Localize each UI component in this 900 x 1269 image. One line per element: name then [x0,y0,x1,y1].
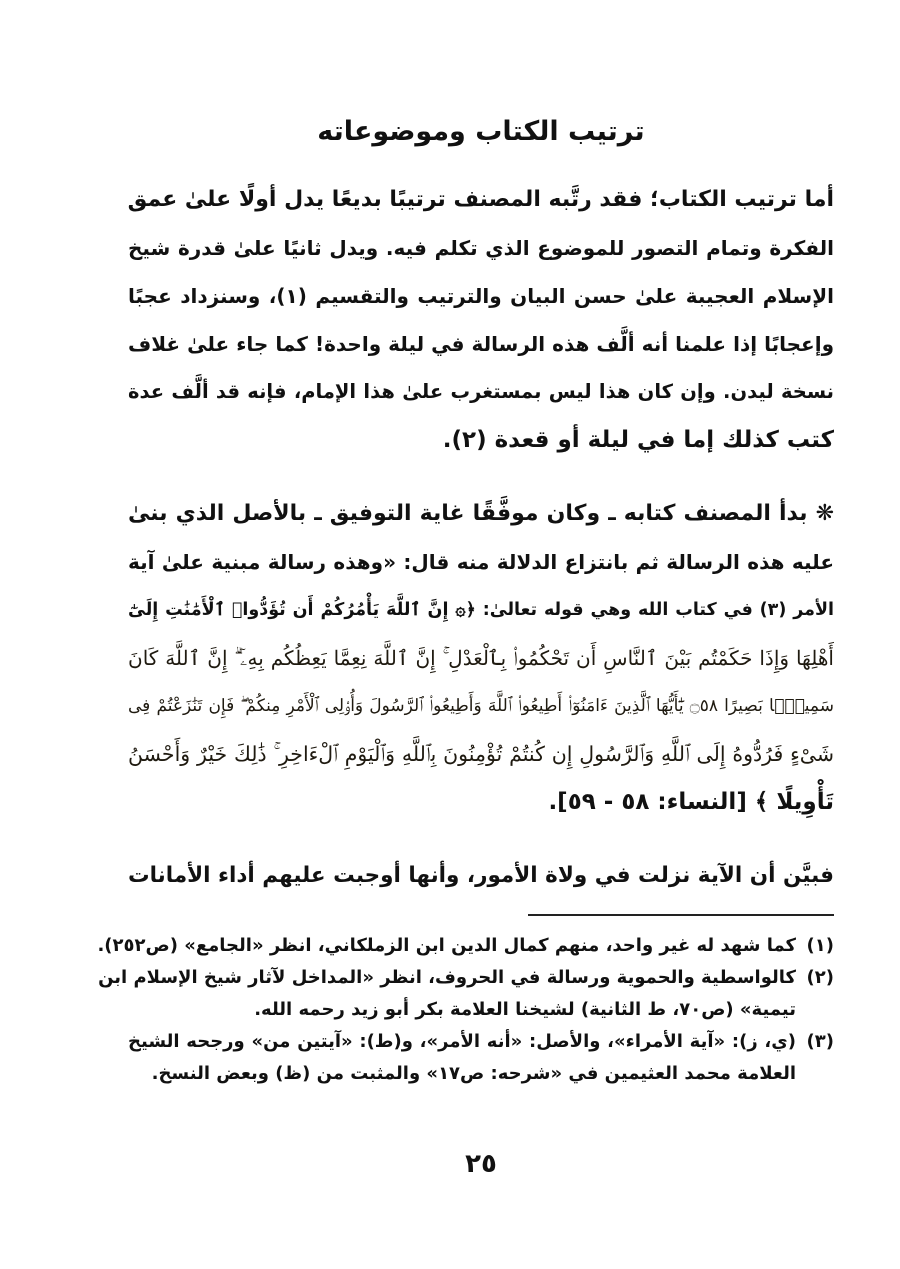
quran-verse-line: سَمِيعًۢا بَصِيرًا ۝٥٨ يَٰٓأَيُّهَا ٱلَّذِينَ ءَامَنُوٓا۟ أَطِيعُوا۟ ٱللَّهَ وَأَطِيعُوا۟ ٱلرَّسُولَ وَأُو۟لِى ٱلْأَمْرِ مِنكُمْ ۖ فَإِن تَنَٰزَعْتُمْ فِى [128,696,834,716]
text-line: الإسلام العجيبة علىٰ حسن البيان والترتيب والتقسيم (١)، وسنزداد عجبًا [128,284,834,308]
section-title: ترتيب الكتاب وموضوعاته [317,116,645,147]
paragraph-opening [128,490,834,826]
text-line: نسخة ليدن. وإن كان هذا ليس بمستغرب علىٰ هذا الإمام، فإنه قد ألَّف عدة [128,380,834,403]
footnote-number: (١) [806,935,834,956]
footnote-line: كما شهد له غير واحد، منهم كمال الدين ابن الزملكاني، انظر «الجامع» (ص٢٥٢). [97,935,796,956]
footnote-2 [98,962,834,1026]
main-text [128,176,834,900]
footnote-divider [528,914,834,916]
text-line: عليه هذه الرسالة ثم بانتزاع الدلالة منه قال: «وهذه رسالة مبنية علىٰ آية [128,550,834,574]
text-line: كتب كذلك إما في ليلة أو قعدة (٢). [442,427,834,453]
text-line: وإعجابًا إذا علمنا أنه ألَّف هذه الرسالة في ليلة واحدة! كما جاء علىٰ غلاف [128,332,834,356]
quran-verse-line: شَىْءٍ فَرُدُّوهُ إِلَى ٱللَّهِ وَٱلرَّسُولِ إِن كُنتُمْ تُؤْمِنُونَ بِٱللَّهِ وَٱلْيَوْمِ ٱلْءَاخِرِ ۚ ذَٰلِكَ خَيْرٌ وَأَحْسَنُ [128,742,834,766]
paragraph-explanation [128,852,834,900]
text-line: فبيَّن أن الآية نزلت في ولاة الأمور، وأنها أوجبت عليهم أداء الأمانات [128,863,834,888]
footnote-number: (٣) [806,1031,834,1052]
footnote-line: العلامة محمد العثيمين في «شرحه: ص١٧» والمثبت من (ظ) وبعض النسخ. [151,1063,796,1084]
footnote-line: تيمية» (ص٧٠، ط الثانية) لشيخنا العلامة بكر أبو زيد رحمه الله. [254,999,796,1020]
footnotes [97,930,834,1090]
paragraph-arrangement [128,176,834,464]
footnote-line: كالواسطية والحموية ورسالة في الحروف، انظر «المداخل لآثار شيخ الإسلام ابن [98,967,796,988]
footnote-3 [128,1026,834,1090]
text-line: تَأْوِيلًا ﴾ [النساء: ٥٨ - ٥٩]. [548,789,834,815]
page-number: ٢٥ [465,1149,497,1179]
quran-verse-line: أَهْلِهَا وَإِذَا حَكَمْتُم بَيْنَ ٱلنَّاسِ أَن تَحْكُمُوا۟ بِٱلْعَدْلِ ۚ إِنَّ ٱللَّهَ نِعِمَّا يَعِظُكُم بِهِۦٓ ۗ إِنَّ ٱللَّهَ كَانَ [128,646,834,670]
text-line: أما ترتيب الكتاب؛ فقد رتَّبه المصنف ترتيبًا بديعًا يدل أولًا علىٰ عمق [128,187,834,212]
footnote-number: (٢) [806,967,834,988]
book-page [97,0,834,1269]
text-line: الفكرة وتمام التصور للموضوع الذي تكلم فيه. ويدل ثانيًا علىٰ قدرة شيخ [128,236,834,260]
footnote-1 [97,930,834,962]
text-line: ❋ بدأ المصنف كتابه ـ وكان موفَّقًا غاية التوفيق ـ بالأصل الذي بنىٰ [128,501,834,526]
footnote-line: (ي، ز): «آية الأمراء»، والأصل: «أنه الأمر»، و(ط): «آيتين من» ورجحه الشيخ [128,1031,796,1052]
text-line: الأمر (٣) في كتاب الله وهي قوله تعالىٰ: ﴿۞ إِنَّ ٱللَّهَ يَأْمُرُكُمْ أَن تُؤَدُّوا۟ ٱلْأَمَٰنَٰتِ إِلَىٰٓ [128,600,834,620]
